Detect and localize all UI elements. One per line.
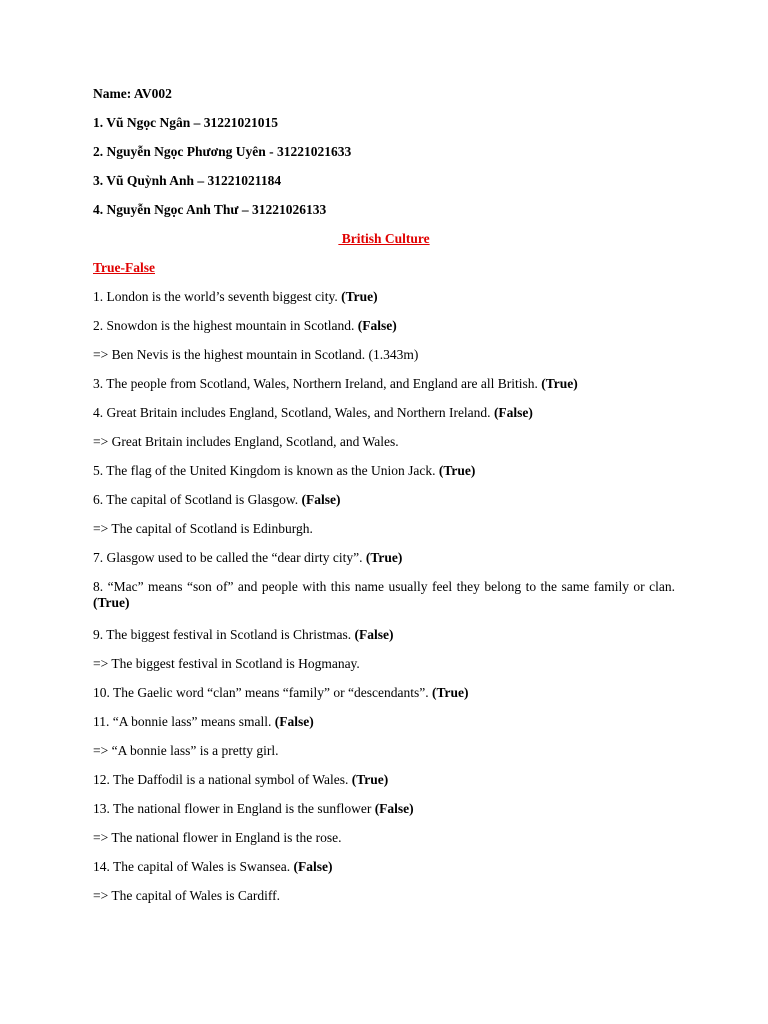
item-answer: (True) [365, 550, 403, 565]
list-item [93, 289, 675, 318]
list-item [93, 405, 675, 434]
item-answer: (True) [93, 595, 130, 610]
list-item [93, 743, 675, 772]
list-item [93, 318, 675, 347]
list-item [93, 685, 675, 714]
group-name: Name: AV002 [93, 86, 172, 101]
list-item [93, 888, 675, 917]
member-2: 2. Nguyễn Ngọc Phương Uyên - 31221021633 [93, 144, 352, 159]
list-item [93, 376, 675, 405]
item-text: => The capital of Wales is Cardiff. [93, 888, 280, 903]
item-answer: (True) [541, 376, 578, 391]
list-item [93, 492, 675, 521]
item-answer: (False) [354, 627, 394, 642]
item-text: => The biggest festival in Scotland is Hogmanay. [93, 656, 360, 671]
list-item [93, 801, 675, 830]
item-text: 2. Snowdon is the highest mountain in Scotland. [93, 318, 358, 333]
item-answer: (True) [351, 772, 389, 787]
item-text: => Ben Nevis is the highest mountain in Scotland. (1.343m) [93, 347, 419, 362]
item-answer: (False) [293, 859, 333, 874]
item-text: 9. The biggest festival in Scotland is Christmas. [93, 627, 355, 642]
item-answer: (False) [493, 405, 533, 420]
item-answer: (True) [431, 685, 469, 700]
document-title [93, 231, 675, 260]
item-answer: (False) [357, 318, 397, 333]
item-answer: (True) [438, 463, 476, 478]
list-item [93, 656, 675, 685]
item-text: 12. The Daffodil is a national symbol of Wales. [93, 772, 352, 787]
item-text: 6. The capital of Scotland is Glasgow. [93, 492, 302, 507]
item-list [93, 289, 675, 917]
item-text: 10. The Gaelic word “clan” means “family” or “descendants”. [93, 685, 432, 700]
item-text: 14. The capital of Wales is Swansea. [93, 859, 294, 874]
item-answer: (True) [341, 289, 378, 304]
list-item [93, 434, 675, 463]
item-answer: (False) [374, 801, 414, 816]
list-item [93, 550, 675, 579]
document-title-text: British Culture [338, 231, 430, 246]
item-answer: (False) [301, 492, 341, 507]
list-item [93, 772, 675, 801]
list-item [93, 714, 675, 743]
member-3: 3. Vũ Quỳnh Anh – 31221021184 [93, 173, 282, 188]
item-text: => The capital of Scotland is Edinburgh. [93, 521, 313, 536]
list-item [93, 579, 675, 627]
item-text: => “A bonnie lass” is a pretty girl. [93, 743, 279, 758]
section-heading: True-False [93, 260, 155, 275]
list-item [93, 859, 675, 888]
member-4: 4. Nguyễn Ngọc Anh Thư – 31221026133 [93, 202, 327, 217]
document-page [93, 86, 675, 917]
item-text: => Great Britain includes England, Scotland, and Wales. [93, 434, 399, 449]
item-answer: (False) [274, 714, 314, 729]
member-1: 1. Vũ Ngọc Ngân – 31221021015 [93, 115, 279, 130]
item-text: 7. Glasgow used to be called the “dear dirty city”. [93, 550, 366, 565]
list-item [93, 521, 675, 550]
item-text: 4. Great Britain includes England, Scotland, Wales, and Northern Ireland. [93, 405, 494, 420]
list-item [93, 347, 675, 376]
list-item [93, 627, 675, 656]
item-text: 11. “A bonnie lass” means small. [93, 714, 275, 729]
item-text: 8. “Mac” means “son of” and people with this name usually feel they belong to the same family or clan. [93, 579, 675, 594]
list-item [93, 463, 675, 492]
item-text: 1. London is the world’s seventh biggest city. [93, 289, 342, 304]
item-text: 5. The flag of the United Kingdom is known as the Union Jack. [93, 463, 439, 478]
item-text: => The national flower in England is the rose. [93, 830, 342, 845]
item-text: 13. The national flower in England is the sunflower [93, 801, 375, 816]
list-item [93, 830, 675, 859]
item-text: 3. The people from Scotland, Wales, Northern Ireland, and England are all British. [93, 376, 542, 391]
